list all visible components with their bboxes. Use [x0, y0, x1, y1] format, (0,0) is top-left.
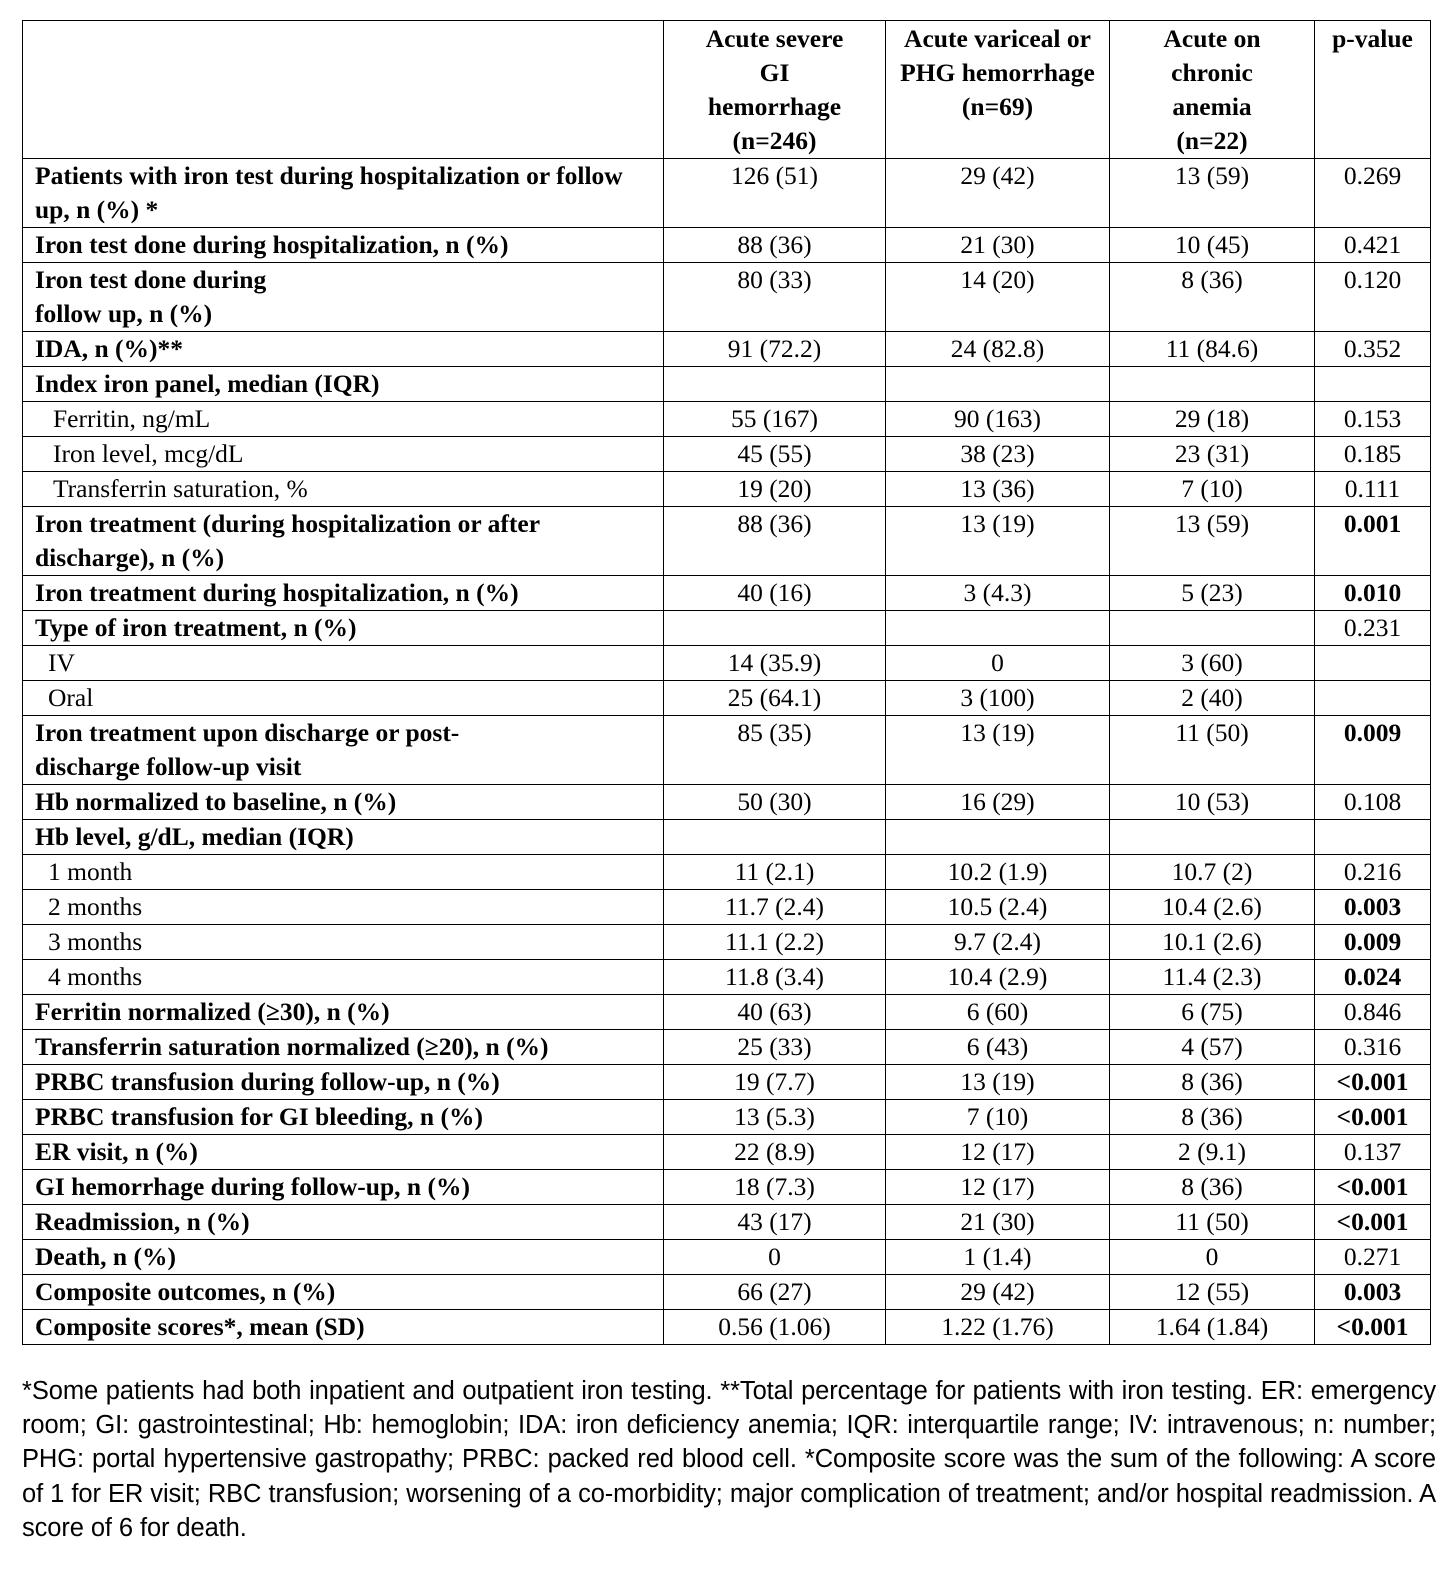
cell-acute-chronic-anemia: 13 (59) — [1110, 159, 1315, 228]
cell-variceal-phg: 7 (10) — [886, 1100, 1110, 1135]
cell-variceal-phg: 16 (29) — [886, 785, 1110, 820]
row-label: PRBC transfusion for GI bleeding, n (%) — [23, 1100, 664, 1135]
cell-acute-severe-gi: 45 (55) — [664, 437, 886, 472]
cell-acute-severe-gi: 91 (72.2) — [664, 332, 886, 367]
cell-acute-severe-gi: 50 (30) — [664, 785, 886, 820]
cell-acute-chronic-anemia: 10.7 (2) — [1110, 855, 1315, 890]
row-label: Iron test done during hospitalization, n (%) — [23, 228, 664, 263]
cell-p-value — [1315, 367, 1431, 402]
cell-variceal-phg: 29 (42) — [886, 159, 1110, 228]
cell-acute-chronic-anemia: 5 (23) — [1110, 576, 1315, 611]
cell-acute-severe-gi: 43 (17) — [664, 1205, 886, 1240]
table-row — [23, 925, 1431, 960]
cell-p-value: 0.316 — [1315, 1030, 1431, 1065]
cell-acute-chronic-anemia: 8 (36) — [1110, 1065, 1315, 1100]
table-row — [23, 855, 1431, 890]
table-row — [23, 785, 1431, 820]
cell-variceal-phg: 38 (23) — [886, 437, 1110, 472]
cell-p-value: 0.010 — [1315, 576, 1431, 611]
cell-variceal-phg — [886, 611, 1110, 646]
cell-acute-severe-gi: 11 (2.1) — [664, 855, 886, 890]
table-row — [23, 646, 1431, 681]
table-row — [23, 1275, 1431, 1310]
row-label: IDA, n (%)** — [23, 332, 664, 367]
cell-acute-severe-gi: 19 (7.7) — [664, 1065, 886, 1100]
table-row — [23, 1030, 1431, 1065]
cell-p-value: 0.153 — [1315, 402, 1431, 437]
cell-p-value: 0.108 — [1315, 785, 1431, 820]
cell-acute-severe-gi: 0.56 (1.06) — [664, 1310, 886, 1345]
cell-acute-chronic-anemia: 12 (55) — [1110, 1275, 1315, 1310]
table-row — [23, 960, 1431, 995]
cell-p-value — [1315, 646, 1431, 681]
table-row — [23, 1100, 1431, 1135]
table-row — [23, 611, 1431, 646]
cell-acute-severe-gi: 55 (167) — [664, 402, 886, 437]
row-label: Hb normalized to baseline, n (%) — [23, 785, 664, 820]
cell-variceal-phg: 12 (17) — [886, 1170, 1110, 1205]
table-row — [23, 1065, 1431, 1100]
cell-variceal-phg: 29 (42) — [886, 1275, 1110, 1310]
table-row — [23, 1205, 1431, 1240]
cell-acute-severe-gi: 19 (20) — [664, 472, 886, 507]
cell-acute-chronic-anemia: 8 (36) — [1110, 263, 1315, 332]
cell-p-value: <0.001 — [1315, 1205, 1431, 1240]
cell-variceal-phg: 10.4 (2.9) — [886, 960, 1110, 995]
cell-acute-chronic-anemia: 4 (57) — [1110, 1030, 1315, 1065]
cell-variceal-phg — [886, 367, 1110, 402]
header-label-cell — [23, 21, 664, 159]
table-row — [23, 820, 1431, 855]
results-table-container — [22, 20, 1430, 1345]
cell-acute-severe-gi: 11.8 (3.4) — [664, 960, 886, 995]
cell-acute-severe-gi: 80 (33) — [664, 263, 886, 332]
cell-acute-severe-gi: 88 (36) — [664, 228, 886, 263]
cell-p-value: <0.001 — [1315, 1065, 1431, 1100]
cell-acute-severe-gi: 13 (5.3) — [664, 1100, 886, 1135]
table-row — [23, 159, 1431, 228]
cell-p-value: 0.137 — [1315, 1135, 1431, 1170]
row-label: Composite scores*, mean (SD) — [23, 1310, 664, 1345]
cell-acute-chronic-anemia: 11 (50) — [1110, 1205, 1315, 1240]
cell-variceal-phg: 21 (30) — [886, 228, 1110, 263]
row-label: Ferritin, ng/mL — [23, 402, 664, 437]
cell-variceal-phg: 13 (19) — [886, 507, 1110, 576]
table-row — [23, 263, 1431, 332]
cell-p-value: 0.231 — [1315, 611, 1431, 646]
row-label: Iron treatment during hospitalization, n (%) — [23, 576, 664, 611]
table-row — [23, 332, 1431, 367]
cell-variceal-phg: 12 (17) — [886, 1135, 1110, 1170]
cell-variceal-phg: 21 (30) — [886, 1205, 1110, 1240]
cell-p-value: 0.352 — [1315, 332, 1431, 367]
cell-variceal-phg: 24 (82.8) — [886, 332, 1110, 367]
cell-acute-chronic-anemia: 29 (18) — [1110, 402, 1315, 437]
cell-acute-severe-gi: 11.7 (2.4) — [664, 890, 886, 925]
header-col-p-value: p-value — [1315, 21, 1431, 159]
cell-acute-chronic-anemia — [1110, 820, 1315, 855]
table-row — [23, 995, 1431, 1030]
table-row — [23, 681, 1431, 716]
cell-p-value: 0.421 — [1315, 228, 1431, 263]
cell-acute-severe-gi: 40 (63) — [664, 995, 886, 1030]
table-row — [23, 890, 1431, 925]
cell-variceal-phg: 0 — [886, 646, 1110, 681]
row-label: 3 months — [23, 925, 664, 960]
table-row — [23, 716, 1431, 785]
row-label: ER visit, n (%) — [23, 1135, 664, 1170]
cell-variceal-phg: 1 (1.4) — [886, 1240, 1110, 1275]
header-row — [23, 21, 1431, 159]
table-row — [23, 1310, 1431, 1345]
row-label: Iron treatment (during hospitalization or after discharge), n (%) — [23, 507, 664, 576]
row-label: Readmission, n (%) — [23, 1205, 664, 1240]
cell-acute-severe-gi: 0 — [664, 1240, 886, 1275]
row-label: Oral — [23, 681, 664, 716]
cell-p-value: 0.271 — [1315, 1240, 1431, 1275]
cell-variceal-phg — [886, 820, 1110, 855]
row-label: Iron test done during follow up, n (%) — [23, 263, 664, 332]
cell-p-value: 0.003 — [1315, 890, 1431, 925]
cell-acute-severe-gi — [664, 611, 886, 646]
cell-p-value: 0.216 — [1315, 855, 1431, 890]
cell-variceal-phg: 10.5 (2.4) — [886, 890, 1110, 925]
cell-variceal-phg: 9.7 (2.4) — [886, 925, 1110, 960]
row-label: Type of iron treatment, n (%) — [23, 611, 664, 646]
table-row — [23, 402, 1431, 437]
cell-variceal-phg: 3 (100) — [886, 681, 1110, 716]
cell-acute-severe-gi: 85 (35) — [664, 716, 886, 785]
cell-acute-chronic-anemia: 13 (59) — [1110, 507, 1315, 576]
cell-variceal-phg: 13 (19) — [886, 1065, 1110, 1100]
table-row — [23, 1240, 1431, 1275]
row-label: Index iron panel, median (IQR) — [23, 367, 664, 402]
row-label: 4 months — [23, 960, 664, 995]
table-row — [23, 1135, 1431, 1170]
table-row — [23, 1170, 1431, 1205]
cell-p-value: <0.001 — [1315, 1170, 1431, 1205]
cell-variceal-phg: 3 (4.3) — [886, 576, 1110, 611]
table-body — [23, 159, 1431, 1345]
row-label: Iron level, mcg/dL — [23, 437, 664, 472]
cell-acute-chronic-anemia: 8 (36) — [1110, 1170, 1315, 1205]
row-label: 1 month — [23, 855, 664, 890]
cell-acute-severe-gi: 18 (7.3) — [664, 1170, 886, 1205]
cell-p-value — [1315, 820, 1431, 855]
table-row — [23, 367, 1431, 402]
table-footnote: *Some patients had both inpatient and outpatient iron testing. **Total percentage for patients with iron testing. ER: emergency room; GI: gastrointestinal; Hb: hemoglobin; IDA: iron deficiency anemia; IQR: interquartile range; IV: intravenous; n: number; PHG: portal hypertensive gastropathy; PRBC: packed red blood cell. *Composite score was the sum of the following: A score of 1 for ER visit; RBC transfusion; worsening of a co-morbidity; major complication of treatment; and/or hospital readmission. A score of 6 for death. — [22, 1377, 1436, 1542]
cell-p-value: 0.009 — [1315, 716, 1431, 785]
table-row — [23, 437, 1431, 472]
row-label: Ferritin normalized (≥30), n (%) — [23, 995, 664, 1030]
cell-acute-chronic-anemia: 11 (50) — [1110, 716, 1315, 785]
table-row — [23, 472, 1431, 507]
cell-acute-chronic-anemia: 7 (10) — [1110, 472, 1315, 507]
cell-acute-chronic-anemia — [1110, 367, 1315, 402]
row-label: IV — [23, 646, 664, 681]
cell-acute-chronic-anemia: 10 (45) — [1110, 228, 1315, 263]
cell-acute-severe-gi: 126 (51) — [664, 159, 886, 228]
cell-variceal-phg: 6 (43) — [886, 1030, 1110, 1065]
row-label: Death, n (%) — [23, 1240, 664, 1275]
table-row — [23, 507, 1431, 576]
cell-p-value: <0.001 — [1315, 1310, 1431, 1345]
cell-p-value: 0.001 — [1315, 507, 1431, 576]
cell-acute-chronic-anemia: 6 (75) — [1110, 995, 1315, 1030]
cell-acute-chronic-anemia: 10.1 (2.6) — [1110, 925, 1315, 960]
cell-acute-chronic-anemia: 10.4 (2.6) — [1110, 890, 1315, 925]
row-label: Iron treatment upon discharge or post- discharge follow-up visit — [23, 716, 664, 785]
cell-acute-severe-gi: 14 (35.9) — [664, 646, 886, 681]
cell-acute-severe-gi: 88 (36) — [664, 507, 886, 576]
cell-variceal-phg: 6 (60) — [886, 995, 1110, 1030]
header-col-variceal-phg: Acute variceal or PHG hemorrhage (n=69) — [886, 21, 1110, 159]
cell-p-value: 0.846 — [1315, 995, 1431, 1030]
cell-acute-chronic-anemia: 2 (9.1) — [1110, 1135, 1315, 1170]
cell-acute-severe-gi: 25 (64.1) — [664, 681, 886, 716]
cell-acute-chronic-anemia: 2 (40) — [1110, 681, 1315, 716]
row-label: GI hemorrhage during follow-up, n (%) — [23, 1170, 664, 1205]
cell-acute-severe-gi: 22 (8.9) — [664, 1135, 886, 1170]
cell-acute-severe-gi — [664, 820, 886, 855]
row-label: Patients with iron test during hospitalization or follow up, n (%) * — [23, 159, 664, 228]
cell-acute-chronic-anemia: 3 (60) — [1110, 646, 1315, 681]
header-col-acute-chronic-anemia: Acute on chronic anemia (n=22) — [1110, 21, 1315, 159]
table-row — [23, 228, 1431, 263]
cell-acute-severe-gi: 25 (33) — [664, 1030, 886, 1065]
cell-acute-chronic-anemia: 0 — [1110, 1240, 1315, 1275]
cell-p-value: 0.024 — [1315, 960, 1431, 995]
cell-p-value: 0.120 — [1315, 263, 1431, 332]
cell-acute-chronic-anemia: 1.64 (1.84) — [1110, 1310, 1315, 1345]
cell-p-value: 0.269 — [1315, 159, 1431, 228]
cell-acute-chronic-anemia: 11.4 (2.3) — [1110, 960, 1315, 995]
cell-p-value: 0.003 — [1315, 1275, 1431, 1310]
cell-acute-severe-gi — [664, 367, 886, 402]
cell-variceal-phg: 10.2 (1.9) — [886, 855, 1110, 890]
table-row — [23, 576, 1431, 611]
cell-variceal-phg: 13 (36) — [886, 472, 1110, 507]
row-label: Transferrin saturation normalized (≥20), n (%) — [23, 1030, 664, 1065]
row-label: 2 months — [23, 890, 664, 925]
cell-p-value — [1315, 681, 1431, 716]
cell-acute-severe-gi: 66 (27) — [664, 1275, 886, 1310]
cell-variceal-phg: 13 (19) — [886, 716, 1110, 785]
cell-variceal-phg: 90 (163) — [886, 402, 1110, 437]
cell-acute-severe-gi: 40 (16) — [664, 576, 886, 611]
results-table — [22, 20, 1431, 1345]
row-label: Transferrin saturation, % — [23, 472, 664, 507]
cell-p-value: 0.009 — [1315, 925, 1431, 960]
cell-p-value: <0.001 — [1315, 1100, 1431, 1135]
cell-variceal-phg: 14 (20) — [886, 263, 1110, 332]
cell-variceal-phg: 1.22 (1.76) — [886, 1310, 1110, 1345]
row-label: Hb level, g/dL, median (IQR) — [23, 820, 664, 855]
cell-acute-chronic-anemia — [1110, 611, 1315, 646]
cell-acute-chronic-anemia: 10 (53) — [1110, 785, 1315, 820]
cell-acute-chronic-anemia: 23 (31) — [1110, 437, 1315, 472]
cell-acute-chronic-anemia: 8 (36) — [1110, 1100, 1315, 1135]
cell-p-value: 0.111 — [1315, 472, 1431, 507]
cell-p-value: 0.185 — [1315, 437, 1431, 472]
row-label: PRBC transfusion during follow-up, n (%) — [23, 1065, 664, 1100]
cell-acute-chronic-anemia: 11 (84.6) — [1110, 332, 1315, 367]
row-label: Composite outcomes, n (%) — [23, 1275, 664, 1310]
cell-acute-severe-gi: 11.1 (2.2) — [664, 925, 886, 960]
header-col-acute-severe-gi: Acute severe GI hemorrhage (n=246) — [664, 21, 886, 159]
